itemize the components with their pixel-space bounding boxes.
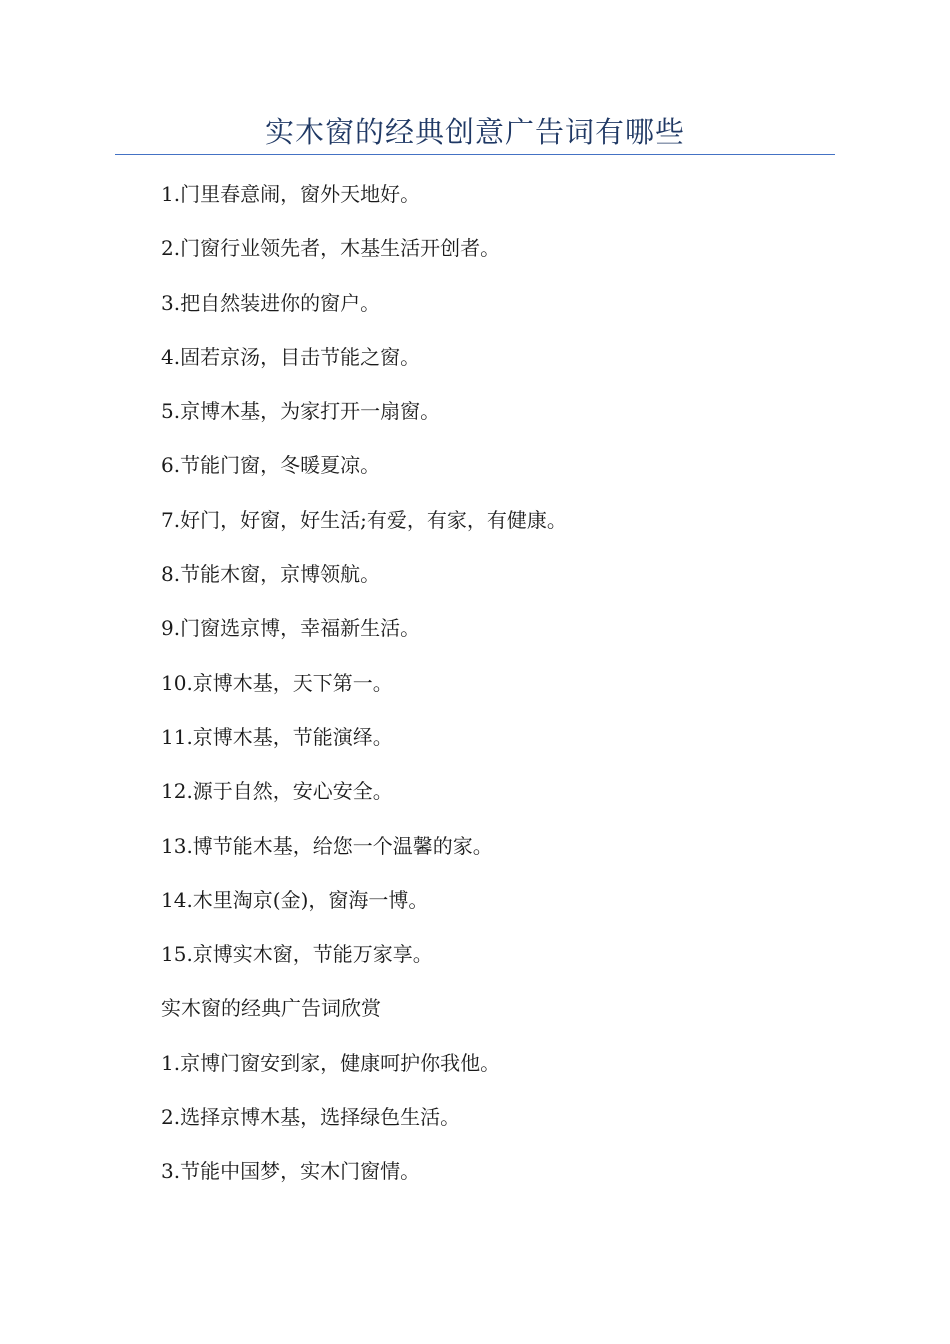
slogan-line-9: 9.门窗选京博，幸福新生活。 <box>161 616 421 641</box>
slogan-line-16: 1.京博门窗安到家，健康呵护你我他。 <box>161 1050 501 1075</box>
slogan-line-4: 4.固若京汤，目击节能之窗。 <box>161 344 421 369</box>
slogan-line-15: 15.京博实木窗，节能万家享。 <box>161 942 433 967</box>
document-title: 实木窗的经典创意广告词有哪些 <box>264 115 685 149</box>
slogan-line-14: 14.木里淘京(金)，窗海一博。 <box>161 887 429 912</box>
slogan-line-2: 2.门窗行业领先者，木基生活开创者。 <box>161 236 501 261</box>
slogan-line-18: 3.节能中国梦，实木门窗情。 <box>161 1159 421 1184</box>
slogan-line-17: 2.选择京博木基，选择绿色生活。 <box>161 1105 461 1130</box>
section-heading: 实木窗的经典广告词欣赏 <box>161 996 381 1021</box>
slogan-line-7: 7.好门，好窗，好生活;有爱，有家，有健康。 <box>161 507 567 532</box>
slogan-line-1: 1.门里春意闹，窗外天地好。 <box>161 182 421 206</box>
slogan-line-6: 6.节能门窗，冬暖夏凉。 <box>161 453 381 478</box>
slogan-line-10: 10.京博木基，天下第一。 <box>161 670 393 695</box>
slogan-line-12: 12.源于自然，安心安全。 <box>161 779 393 804</box>
slogan-line-8: 8.节能木窗，京博领航。 <box>161 562 381 587</box>
title-underline <box>115 154 835 155</box>
slogan-line-3: 3.把自然装进你的窗户。 <box>161 290 381 315</box>
slogan-line-13: 13.博节能木基，给您一个温馨的家。 <box>161 833 493 858</box>
document-body <box>161 178 841 1210</box>
slogan-line-11: 11.京博木基，节能演绎。 <box>161 724 393 749</box>
slogan-line-5: 5.京博木基，为家打开一扇窗。 <box>161 399 441 424</box>
